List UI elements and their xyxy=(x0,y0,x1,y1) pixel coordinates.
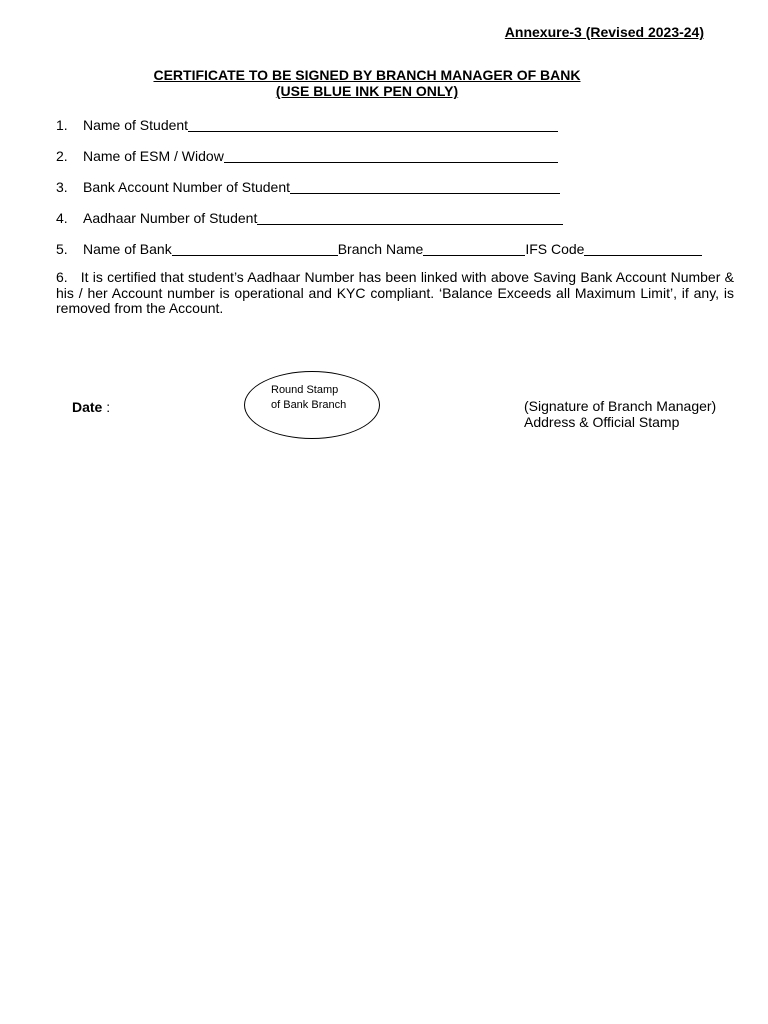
field-label: Name of Student xyxy=(83,117,189,133)
certification-number: 6. xyxy=(56,269,68,285)
date-label: Date xyxy=(72,399,103,415)
field-bank-details xyxy=(56,240,702,258)
stamp-line-2: of Bank Branch xyxy=(271,399,347,411)
title-line-2: (USE BLUE INK PEN ONLY) xyxy=(275,83,459,99)
signature-block xyxy=(524,399,716,430)
aadhaar-blank[interactable] xyxy=(257,210,563,225)
title-line-1: CERTIFICATE TO BE SIGNED BY BRANCH MANAGER OF BANK xyxy=(153,67,581,83)
student-name-blank[interactable] xyxy=(188,117,558,132)
field-label: Bank Account Number of Student xyxy=(83,179,291,195)
field-label: Name of ESM / Widow xyxy=(83,148,224,164)
ifs-code-blank[interactable] xyxy=(584,241,702,256)
field-student-name xyxy=(56,116,558,134)
field-label: Aadhaar Number of Student xyxy=(83,210,258,226)
field-number: 1. xyxy=(56,117,68,133)
annexure-label: Annexure-3 (Revised 2023-24) xyxy=(504,24,704,40)
field-bank-account xyxy=(56,178,560,196)
field-number: 4. xyxy=(56,210,68,226)
field-number: 3. xyxy=(56,179,68,195)
bank-account-blank[interactable] xyxy=(290,179,560,194)
ifs-code-label: IFS Code xyxy=(525,241,585,257)
certification-text: It is certified that student’s Aadhaar Number has been linked with above Saving Bank Account Number & his / her Account number is operational and KYC compliant. ‘Balance Exceeds all Maximum Limit’, if any, is removed from the Account. xyxy=(56,269,734,316)
signature-line-2: Address & Official Stamp xyxy=(524,413,680,430)
round-stamp-text xyxy=(271,383,346,413)
branch-name-label: Branch Name xyxy=(337,241,424,257)
date-colon: : xyxy=(102,399,111,415)
certificate-title xyxy=(0,67,768,99)
field-aadhaar xyxy=(56,209,563,227)
field-number: 5. xyxy=(56,241,68,257)
esm-widow-blank[interactable] xyxy=(224,148,558,163)
signature-line-1: (Signature of Branch Manager) xyxy=(524,398,717,414)
stamp-line-1: Round Stamp xyxy=(271,384,339,396)
branch-name-blank[interactable] xyxy=(423,241,525,256)
certification-paragraph xyxy=(56,270,734,317)
date-field xyxy=(72,399,110,415)
field-number: 2. xyxy=(56,148,68,164)
bank-name-blank[interactable] xyxy=(172,241,338,256)
bank-name-label: Name of Bank xyxy=(83,241,172,257)
field-esm-widow xyxy=(56,147,558,165)
